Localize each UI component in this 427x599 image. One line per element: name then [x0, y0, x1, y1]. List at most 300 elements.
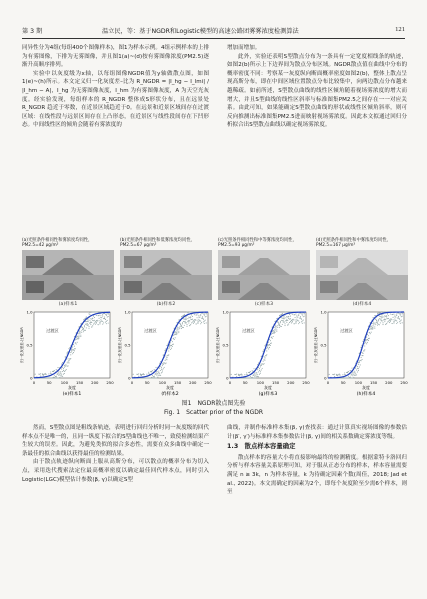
- scatter-point: [89, 312, 90, 313]
- scatter-point: [46, 374, 47, 375]
- x-axis-label: 灰度: [166, 385, 174, 390]
- scatter-point: [68, 360, 69, 361]
- scatter-point: [384, 321, 385, 322]
- scatter-point: [204, 323, 205, 324]
- scatter-point: [246, 372, 247, 373]
- scatter-point: [165, 363, 166, 364]
- scatter-point: [392, 323, 393, 324]
- scatter-point: [162, 371, 163, 372]
- scatter-point: [161, 372, 162, 373]
- scatter-point: [369, 332, 370, 333]
- scatter-point: [206, 314, 207, 315]
- scatter-point: [363, 350, 364, 351]
- y-tick-label: 1.0: [26, 309, 33, 315]
- scatter-point: [302, 323, 303, 324]
- scatter-point: [289, 322, 290, 323]
- scatter-point: [361, 360, 362, 361]
- scatter-point: [63, 368, 64, 369]
- scatter-point: [271, 337, 272, 338]
- scatter-point: [95, 324, 96, 325]
- scatter-point: [206, 322, 207, 323]
- scatter-point: [380, 316, 381, 317]
- scatter-point: [292, 321, 293, 322]
- scatter-point: [99, 323, 100, 324]
- scatter-point: [257, 374, 258, 375]
- photo-caption: (b)样本2: [156, 302, 176, 307]
- scatter-point: [64, 371, 65, 372]
- scatter-point: [203, 318, 204, 319]
- scatter-point: [73, 344, 74, 345]
- scatter-point: [171, 345, 172, 346]
- scatter-point: [334, 376, 335, 377]
- scatter-point: [61, 363, 62, 364]
- scatter-point: [141, 374, 142, 375]
- x-tick-label: 0: [130, 380, 134, 385]
- x-tick-label: 0: [32, 380, 36, 385]
- scatter-point: [395, 320, 396, 321]
- scatter-point: [394, 318, 395, 319]
- scatter-point: [170, 342, 171, 343]
- scatter-point: [172, 346, 173, 347]
- scatter-point: [82, 327, 83, 328]
- scatter-point: [102, 321, 103, 322]
- scatter-point: [81, 332, 82, 333]
- scatter-point: [182, 322, 183, 323]
- scatter-point: [181, 328, 182, 329]
- scatter-point: [176, 333, 177, 334]
- scatter-point: [199, 317, 200, 318]
- scatter-point: [383, 320, 384, 321]
- scatter-point: [183, 327, 184, 328]
- x-tick-label: 150: [75, 380, 84, 385]
- scatter-point: [295, 322, 296, 323]
- scatter-point: [334, 374, 335, 375]
- scatter-point: [78, 338, 79, 339]
- scatter-point: [275, 328, 276, 329]
- scatter-point: [85, 318, 86, 319]
- scatter-point: [88, 326, 89, 327]
- scatter-point: [359, 366, 360, 367]
- scatter-point: [181, 326, 182, 327]
- scatter-point: [81, 330, 82, 331]
- scatter-point: [138, 376, 139, 377]
- scatter-point: [264, 357, 265, 358]
- scatter-point: [90, 324, 91, 325]
- scatter-point: [295, 323, 296, 324]
- scatter-point: [278, 322, 279, 323]
- scatter-point: [92, 318, 93, 319]
- scatter-point: [276, 331, 277, 332]
- scatter-point: [200, 321, 201, 322]
- scatter-point: [249, 372, 250, 373]
- x-tick-label: 100: [60, 380, 69, 385]
- scatter-point: [279, 327, 280, 328]
- scatter-point: [293, 319, 294, 320]
- scatter-point: [367, 334, 368, 335]
- scatter-point: [275, 326, 276, 327]
- scatter-point: [284, 323, 285, 324]
- scatter-point: [385, 316, 386, 317]
- scatter-point: [285, 320, 286, 321]
- scatter-point: [156, 375, 157, 376]
- scatter-point: [190, 317, 191, 318]
- scatter-point: [96, 315, 97, 316]
- scatter-point: [274, 333, 275, 334]
- scatter-point: [377, 321, 378, 322]
- scatter-point: [258, 367, 259, 368]
- scatter-point: [200, 314, 201, 315]
- scatter-point: [261, 365, 262, 366]
- scatter-point: [179, 328, 180, 329]
- scatter-point: [347, 372, 348, 373]
- scatter-point: [386, 323, 387, 324]
- scatter-point: [294, 314, 295, 315]
- scatter-point: [198, 319, 199, 320]
- scatter-point: [160, 375, 161, 376]
- scatter-point: [390, 320, 391, 321]
- scatter-point: [39, 374, 40, 375]
- scatter-point: [257, 376, 258, 377]
- scatter-point: [389, 322, 390, 323]
- scatter-point: [94, 322, 95, 323]
- scatter-point: [175, 337, 176, 338]
- x-tick-label: 200: [385, 380, 393, 385]
- scatter-point: [170, 349, 171, 350]
- scatter-point: [257, 369, 258, 370]
- scatter-point: [197, 323, 198, 324]
- x-axis-label: 灰度: [362, 385, 370, 390]
- scatter-point: [360, 364, 361, 365]
- scatter-point: [182, 323, 183, 324]
- figure-caption-en: Fig. 1 Scatter prior of the NGDR: [163, 409, 264, 416]
- scatter-point: [157, 377, 158, 378]
- scatter-point: [60, 373, 61, 374]
- scatter-point: [382, 322, 383, 323]
- scatter-point: [256, 372, 257, 373]
- scatter-point: [102, 324, 103, 325]
- scatter-point: [382, 324, 383, 325]
- x-tick-label: 150: [173, 380, 182, 385]
- x-tick-label: 250: [204, 380, 212, 385]
- scatter-point: [357, 366, 358, 367]
- scatter-point: [375, 322, 376, 323]
- scatter-point: [260, 366, 261, 367]
- scatter-point: [163, 368, 164, 369]
- scatter-point: [231, 374, 232, 375]
- scatter-point: [105, 322, 106, 323]
- scatter-point: [68, 358, 69, 359]
- x-tick-label: 0: [326, 380, 330, 385]
- scatter-point: [388, 321, 389, 322]
- scatter-point: [196, 323, 197, 324]
- scatter-point: [396, 323, 397, 324]
- scatter-point: [355, 368, 356, 369]
- scatter-point: [72, 347, 73, 348]
- scatter-point: [279, 324, 280, 325]
- scatter-point: [351, 374, 352, 375]
- scatter-point: [284, 325, 285, 326]
- scatter-point: [83, 328, 84, 329]
- scatter-point: [393, 317, 394, 318]
- scatter-point: [204, 321, 205, 322]
- scatter-point: [386, 316, 387, 317]
- scatter-point: [194, 322, 195, 323]
- scatter-point: [362, 352, 363, 353]
- scatter-point: [258, 376, 259, 377]
- scatter-point: [155, 373, 156, 374]
- scatter-point: [284, 316, 285, 317]
- scatter-point: [79, 333, 80, 334]
- x-tick-label: 250: [400, 380, 408, 385]
- scatter-point: [358, 370, 359, 371]
- scatter-point: [259, 370, 260, 371]
- scatter-point: [67, 353, 68, 354]
- scatter-point: [351, 373, 352, 374]
- scatter-point: [176, 330, 177, 331]
- scatter-point: [353, 374, 354, 375]
- scatter-point: [302, 313, 303, 314]
- scatter-point: [84, 319, 85, 320]
- scatter-point: [274, 329, 275, 330]
- scatter-point: [180, 323, 181, 324]
- scatter-point: [91, 326, 92, 327]
- scatter-point: [161, 367, 162, 368]
- scatter-point: [189, 320, 190, 321]
- scatter-point: [183, 321, 184, 322]
- scatter-point: [399, 321, 400, 322]
- scatter-point: [398, 316, 399, 317]
- scatter-point: [50, 371, 51, 372]
- scatter-point: [84, 325, 85, 326]
- scatter-point: [83, 331, 84, 332]
- scatter-point: [375, 319, 376, 320]
- scatter-point: [348, 371, 349, 372]
- scatter-point: [178, 332, 179, 333]
- scatter-point: [101, 317, 102, 318]
- scatter-point: [277, 327, 278, 328]
- scatter-point: [376, 320, 377, 321]
- scatter-point: [374, 326, 375, 327]
- scatter-point: [304, 322, 305, 323]
- scatter-point: [159, 368, 160, 369]
- scatter-point: [364, 343, 365, 344]
- scatter-point: [70, 352, 71, 353]
- scatter-point: [267, 345, 268, 346]
- scatter-point: [186, 322, 187, 323]
- scatter-point: [191, 322, 192, 323]
- x-tick-label: 0: [228, 380, 232, 385]
- scatter-point: [192, 319, 193, 320]
- paragraph: 此外，实验还表明S型散点分布为一条具有一定宽度相线条的轨迹，如图2(b)所示上下边界间为散点分布区域。NGDR散点值在曲线中分布的概率密度不同：考察某一灰度纵向断面概率密度如图2(b)，整体上散点呈现高斯分布，即在中间区域位置散点分布比较集中，向两边散点分布越来越稀疏。如前所述，S型散点曲线的线性区倾角随着视场雾浓度的增大而增大，并且S型曲线的线性区斜率与标准图集PM2.5之间存在一一对应关系。由此可知，如果能确定S型散点曲线的形状或线性区倾角斜率，则可反向推测出标准图集PM2.5进而映射视场雾浓度。因此本文拟通过回归分析拟合出S型散点曲线以确定视场雾浓度。: [227, 53, 407, 129]
- scatter-point: [43, 374, 44, 375]
- scatter-point: [362, 353, 363, 354]
- scatter-point: [261, 369, 262, 370]
- scatter-point: [106, 323, 107, 324]
- scatter-point: [62, 371, 63, 372]
- scatter-point: [68, 361, 69, 362]
- y-tick-label: 0.5: [26, 342, 33, 348]
- scatter-point: [169, 346, 170, 347]
- scatter-point: [75, 343, 76, 344]
- scatter-point: [270, 340, 271, 341]
- scatter-point: [67, 362, 68, 363]
- scatter-point: [187, 311, 188, 312]
- scatter-point: [172, 341, 173, 342]
- scatter-point: [380, 312, 381, 313]
- scatter-point: [354, 371, 355, 372]
- scatter-point: [301, 321, 302, 322]
- scatter-point: [354, 372, 355, 373]
- scatter-point: [202, 316, 203, 317]
- scatter-point: [400, 320, 401, 321]
- scatter-point: [102, 314, 103, 315]
- photo-panel: [218, 238, 310, 307]
- scatter-point: [203, 321, 204, 322]
- scatter-point: [71, 348, 72, 349]
- scatter-point: [71, 351, 72, 352]
- scatter-point: [84, 326, 85, 327]
- scatter-point: [78, 337, 79, 338]
- scatter-point: [154, 376, 155, 377]
- y-tick-label: 1.0: [320, 309, 327, 315]
- scatter-point: [156, 377, 157, 378]
- scatter-point: [362, 355, 363, 356]
- plot-caption: (f)样本2: [161, 392, 179, 396]
- ngdr-scatter-plot: [20, 308, 114, 396]
- scatter-point: [254, 372, 255, 373]
- scatter-point: [352, 375, 353, 376]
- scatter-point: [86, 324, 87, 325]
- x-tick-label: 150: [271, 380, 280, 385]
- y-tick-label: 0: [128, 375, 131, 381]
- scatter-point: [378, 319, 379, 320]
- scatter-point: [392, 314, 393, 315]
- y-axis-label: 归一化灰度差–比NGDR: [20, 327, 24, 363]
- transition-label: 过渡区: [46, 327, 59, 333]
- scatter-point: [268, 348, 269, 349]
- scatter-point: [162, 365, 163, 366]
- x-tick-label: 50: [340, 380, 346, 385]
- scatter-point: [263, 364, 264, 365]
- scatter-point: [290, 316, 291, 317]
- scatter-point: [108, 316, 109, 317]
- scatter-point: [367, 342, 368, 343]
- scatter-point: [107, 320, 108, 321]
- scatter-point: [193, 323, 194, 324]
- paragraph: 散点样本的容量大小将直接影响最终的检测精度。根据蒙特卡洛回归分析与样本容量关系原理可知，对于服从正态分布的样本，样本容量需要满足 n ≥ 3k，n 为样本容量，k 为待确定因素个数(周佳，2018; Jad et al., 2022)。本文需确定的因素为2个，即每个灰度阶至少需6个样本，则至: [227, 454, 407, 496]
- scatter-point: [179, 323, 180, 324]
- scatter-point: [88, 328, 89, 329]
- scatter-point: [70, 358, 71, 359]
- scatter-point: [264, 356, 265, 357]
- scatter-point: [75, 348, 76, 349]
- scatter-point: [379, 324, 380, 325]
- scatter-point: [66, 369, 67, 370]
- scatter-point: [292, 320, 293, 321]
- scatter-point: [99, 320, 100, 321]
- scatter-point: [402, 322, 403, 323]
- scatter-point: [287, 324, 288, 325]
- scatter-point: [57, 374, 58, 375]
- scatter-point: [242, 374, 243, 375]
- scatter-point: [196, 315, 197, 316]
- scatter-point: [61, 374, 62, 375]
- scatter-point: [266, 354, 267, 355]
- scatter-point: [400, 315, 401, 316]
- scatter-point: [372, 327, 373, 328]
- scatter-point: [205, 316, 206, 317]
- scatter-point: [303, 320, 304, 321]
- scatter-point: [340, 374, 341, 375]
- scatter-point: [357, 371, 358, 372]
- scatter-point: [373, 323, 374, 324]
- scatter-point: [194, 319, 195, 320]
- scatter-point: [107, 316, 108, 317]
- running-header: [22, 26, 405, 38]
- scatter-point: [102, 316, 103, 317]
- scatter-point: [298, 314, 299, 315]
- scatter-point: [94, 320, 95, 321]
- scatter-point: [250, 376, 251, 377]
- scatter-point: [65, 356, 66, 357]
- scatter-point: [169, 347, 170, 348]
- scatter-point: [276, 329, 277, 330]
- scatter-point: [65, 370, 66, 371]
- scatter-point: [88, 325, 89, 326]
- scatter-point: [159, 375, 160, 376]
- scatter-point: [53, 371, 54, 372]
- scatter-point: [108, 323, 109, 324]
- ngdr-scatter-plot: [216, 308, 310, 396]
- x-tick-label: 250: [302, 380, 310, 385]
- scatter-point: [290, 321, 291, 322]
- scatter-point: [286, 322, 287, 323]
- scatter-point: [356, 370, 357, 371]
- y-tick-label: 0.5: [124, 342, 131, 348]
- y-tick-label: 1.0: [222, 309, 229, 315]
- right-column-top: [227, 44, 407, 130]
- scatter-point: [288, 318, 289, 319]
- scatter-point: [367, 339, 368, 340]
- x-tick-label: 250: [106, 380, 114, 385]
- scatter-point: [304, 316, 305, 317]
- scatter-point: [277, 321, 278, 322]
- scatter-point: [272, 338, 273, 339]
- scatter-point: [371, 332, 372, 333]
- scatter-point: [353, 377, 354, 378]
- transition-label: 过渡区: [242, 327, 255, 333]
- plot-caption: (h)样本4: [356, 392, 376, 396]
- scatter-point: [277, 325, 278, 326]
- scatter-point: [361, 357, 362, 358]
- scatter-point: [54, 375, 55, 376]
- scatter-point: [176, 332, 177, 333]
- scatter-point: [266, 348, 267, 349]
- scatter-point: [295, 314, 296, 315]
- right-column-bottom: [227, 424, 407, 497]
- scatter-point: [250, 371, 251, 372]
- scatter-point: [160, 366, 161, 367]
- scatter-point: [99, 318, 100, 319]
- scatter-point: [396, 315, 397, 316]
- scatter-point: [296, 319, 297, 320]
- scatter-point: [58, 371, 59, 372]
- scatter-point: [268, 342, 269, 343]
- scatter-point: [99, 322, 100, 323]
- scatter-point: [108, 314, 109, 315]
- scatter-point: [302, 320, 303, 321]
- scatter-point: [98, 324, 99, 325]
